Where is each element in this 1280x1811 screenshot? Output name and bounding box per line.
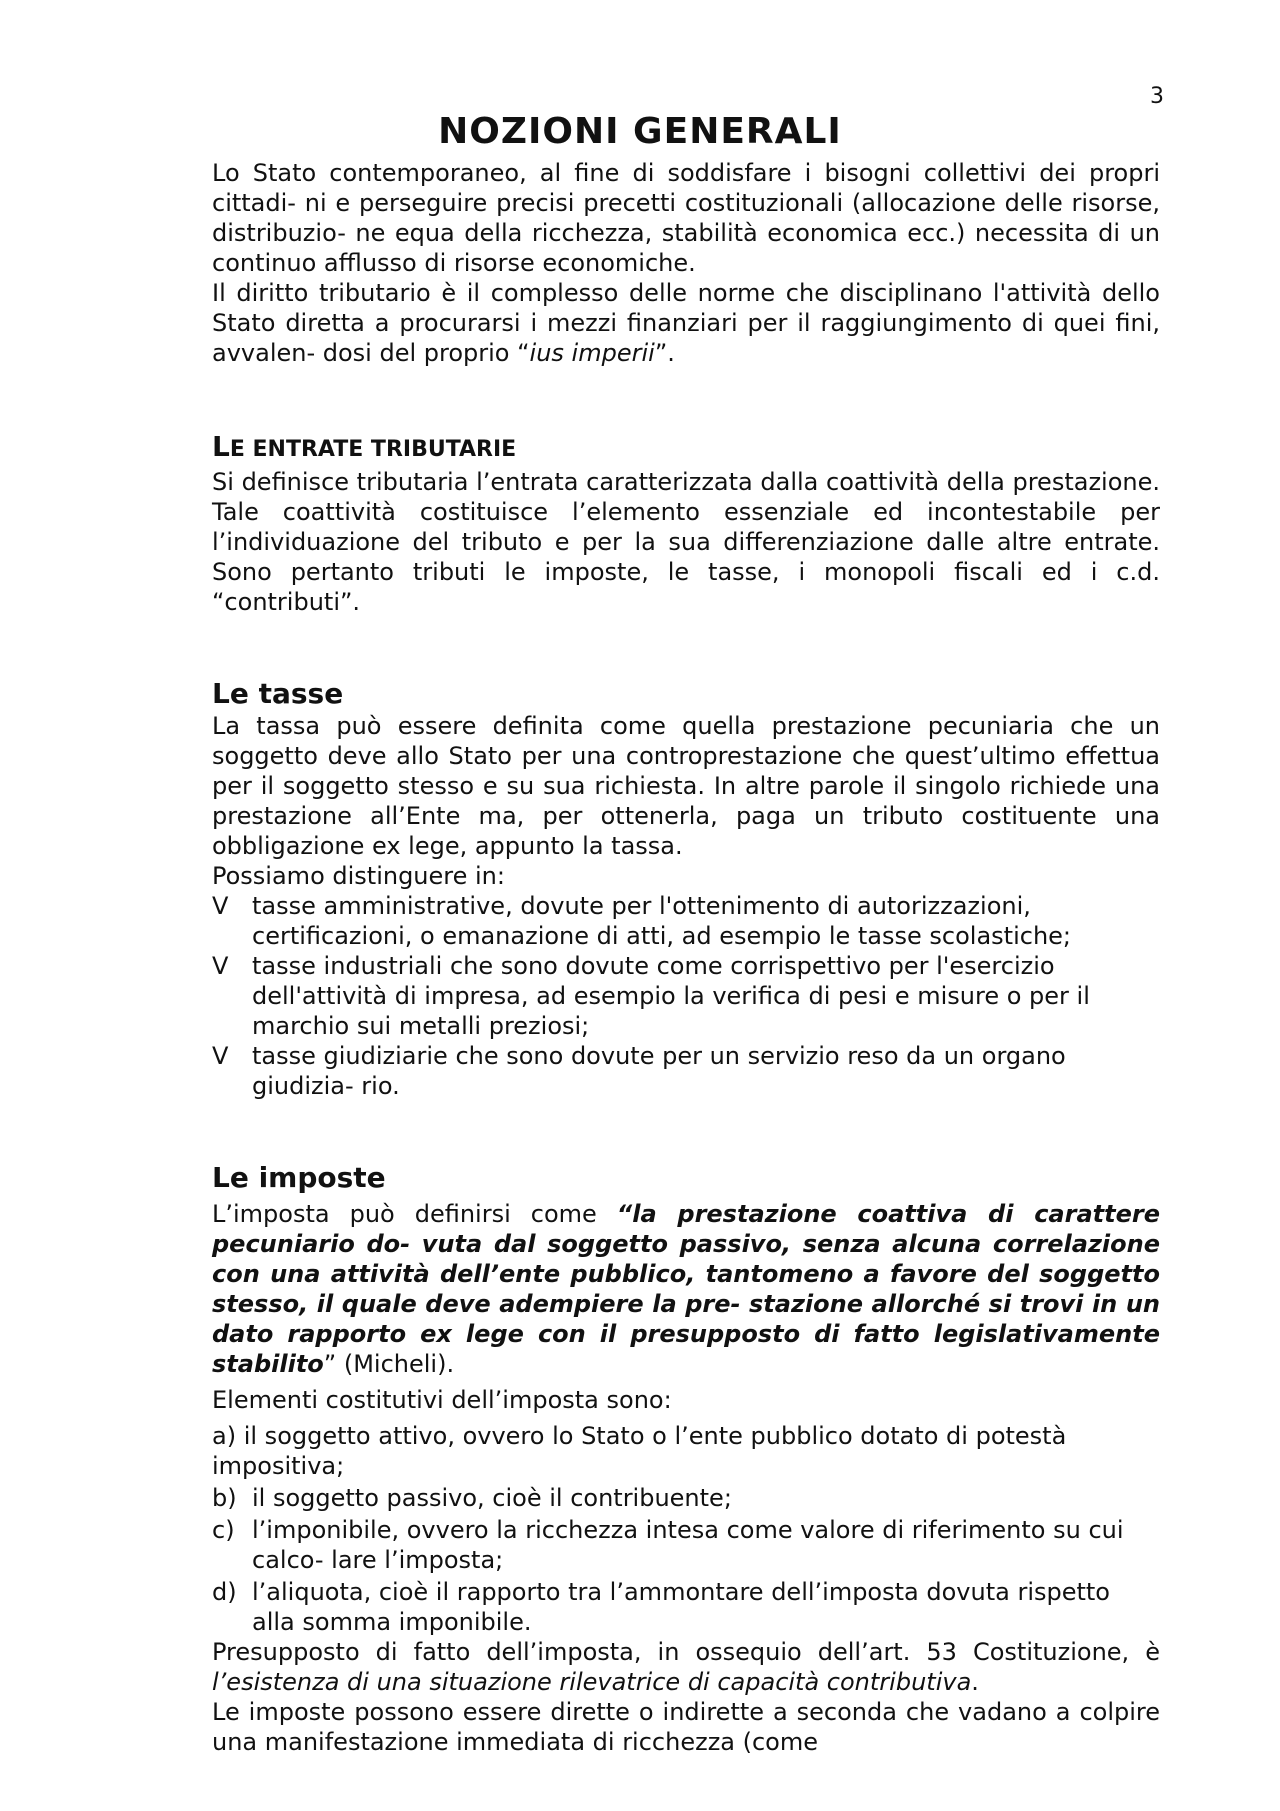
list-item-letter: c) [212, 1516, 235, 1544]
intro-paragraph-2-end: ”. [654, 339, 675, 367]
list-item-text: tasse industriali che sono dovute come corrispettivo per l'esercizio dell'attività di impresa, ad esempio la verifica di pesi e misure o per il marchio sui metalli preziosi; [252, 952, 1090, 1040]
list-item-text: l’imponibile, ovvero la ricchezza intesa come valore di riferimento su cui calco- lare l’imposta; [252, 1516, 1124, 1574]
page-title: NOZIONI GENERALI [438, 111, 842, 152]
imposte-definition [212, 1199, 1160, 1379]
section-heading-imposte: Le imposte [212, 1161, 386, 1194]
definition-quote: “la prestazione coattiva di carattere pecuniario do- vuta dal soggetto passivo, senza alcuna correlazione con una attività dell’ente pubblico, tantomeno a favore del soggetto stesso, il quale deve adempiere la pre- stazione allorché si trovi in un dato rapporto ex lege con il presupposto di fatto legislativamente stabilito [212, 1200, 1160, 1378]
section-heading-entrate [212, 430, 1160, 467]
presupposto-paragraph [212, 1637, 1160, 1697]
check-bullet-icon: V [212, 1042, 229, 1070]
presupposto-end: . [971, 1668, 979, 1696]
tasse-list [212, 891, 1160, 1101]
check-bullet-icon: V [212, 952, 229, 980]
document-body [212, 158, 1160, 1757]
imposte-final-paragraph: Le imposte possono essere dirette o indirette a seconda che vadano a colpire una manifestazione immediata di ricchezza (come [212, 1698, 1160, 1756]
tasse-list-intro: Possiamo distinguere in: [212, 862, 505, 890]
intro-paragraph-1: Lo Stato contemporaneo, al fine di soddisfare i bisogni collettivi dei propri cittadi- ni e perseguire precisi precetti costituzionali (allocazione delle risorse, distribuzio- ne equa della ricchezza, stabilità economica ecc.) necessita di un continuo afflusso di risorse economiche. [212, 159, 1160, 277]
list-item [212, 1515, 1160, 1575]
list-item-letter: d) [212, 1578, 237, 1606]
tasse-paragraph: La tassa può essere definita come quella prestazione pecuniaria che un soggetto deve allo Stato per una controprestazione che quest’ultimo effettua per il soggetto stesso e su sua richiesta. In altre parole il singolo richiede una prestazione all’Ente ma, per ottenerla, paga un tributo costituente una obbligazione ex lege, appunto la tassa. [212, 712, 1160, 860]
list-item-text: tasse giudiziarie che sono dovute per un servizio reso da un organo giudizia- rio. [252, 1042, 1066, 1100]
ius-imperii-term: ius imperii [529, 339, 655, 367]
elements-list [212, 1421, 1160, 1637]
intro-paragraph-2-text: Il diritto tributario è il complesso delle norme che disciplinano l'attività dello Stato diretta a procurarsi i mezzi finanziari per il raggiungimento di quei fini, avvalen- dosi del proprio “ [212, 279, 1160, 367]
presupposto-lead: Presupposto di fatto dell’imposta, in ossequio dell’art. 53 Costituzione, è [212, 1638, 1160, 1666]
check-bullet-icon: V [212, 892, 229, 920]
presupposto-definition: l’esistenza di una situazione rilevatrice di capacità contributiva [212, 1668, 972, 1696]
list-item-text: l’aliquota, cioè il rapporto tra l’ammontare dell’imposta dovuta rispetto alla somma imponibile. [252, 1578, 1110, 1636]
definition-source: ” (Micheli). [323, 1350, 455, 1378]
list-item [212, 1421, 1160, 1481]
list-item-letter: a) [212, 1422, 237, 1450]
heading-rest: E ENTRATE TRIBUTARIE [229, 437, 517, 462]
definition-lead: L’imposta può definirsi come [212, 1200, 617, 1228]
section-heading-tasse: Le tasse [212, 677, 344, 710]
page-number: 3 [1150, 84, 1164, 109]
list-item [212, 1577, 1160, 1637]
list-item-text: il soggetto attivo, ovvero lo Stato o l’ente pubblico dotato di potestà impositiva; [212, 1422, 1067, 1480]
elements-intro: Elementi costitutivi dell’imposta sono: [212, 1386, 672, 1414]
list-item [212, 891, 1160, 951]
list-item [212, 951, 1160, 1041]
list-item [212, 1483, 1160, 1513]
list-item-text: tasse amministrative, dovute per l'ottenimento di autorizzazioni, certificazioni, o emanazione di atti, ad esempio le tasse scolastiche; [252, 892, 1072, 950]
list-item-text: il soggetto passivo, cioè il contribuente; [252, 1484, 732, 1512]
intro-paragraph-2 [212, 278, 1160, 368]
entrate-paragraph: Si definisce tributaria l’entrata caratterizzata dalla coattività della prestazione. Tale coattività costituisce l’elemento essenziale ed incontestabile per l’individuazione del tributo e per la sua differenziazione dalle altre entrate. Sono pertanto tributi le imposte, le tasse, i monopoli fiscali ed i c.d. “contributi”. [212, 468, 1160, 616]
list-item [212, 1041, 1160, 1101]
heading-initial: L [212, 430, 230, 463]
list-item-letter: b) [212, 1484, 237, 1512]
